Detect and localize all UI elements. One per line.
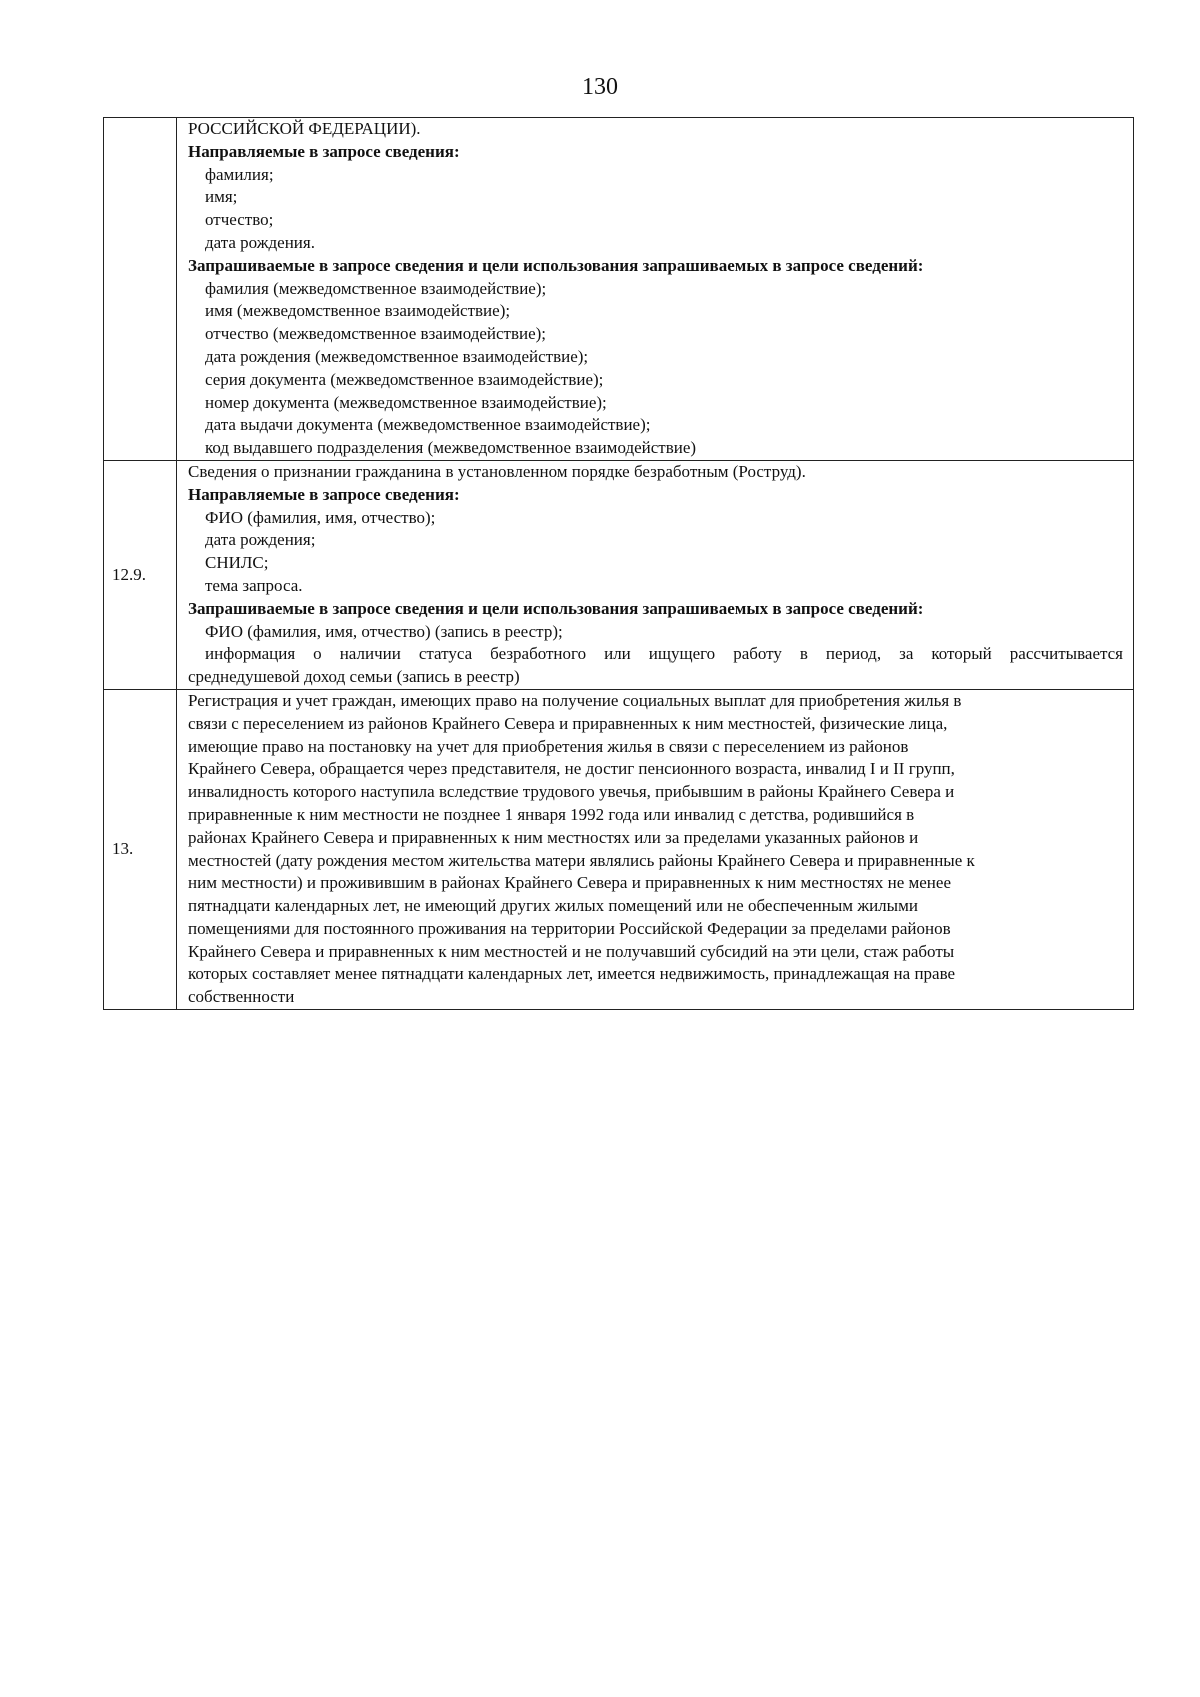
content-line: Крайнего Севера и приравненных к ним местностей и не получавший субсидий на эти цели, стаж работы xyxy=(188,941,955,961)
table-row xyxy=(104,689,1134,1009)
content-line: помещениями для постоянного проживания на территории Российской Федерации за пределами районов xyxy=(188,918,951,938)
content-line: приравненные к ним местности не позднее 1 января 1992 года или инвалид с детства, родившийся в xyxy=(188,804,915,824)
content-line: имя; xyxy=(205,187,238,207)
content-line: РОССИЙСКОЙ ФЕДЕРАЦИИ). xyxy=(188,119,421,138)
content-line: дата рождения; xyxy=(205,530,316,550)
section-heading: Направляемые в запросе сведения: xyxy=(188,141,460,161)
content-line: среднедушевой доход семьи (запись в реестр) xyxy=(188,667,520,687)
section-heading: Запрашиваемые в запросе сведения и цели использования запрашиваемых в запросе сведений: xyxy=(188,255,924,275)
content-line: серия документа (межведомственное взаимодействие); xyxy=(205,369,604,389)
content-line: фамилия (межведомственное взаимодействие); xyxy=(205,278,547,298)
content-line: инвалидность которого наступила вследствие трудового увечья, прибывшим в районы Крайнего Севера и xyxy=(188,782,955,802)
content-line: номер документа (межведомственное взаимодействие); xyxy=(205,392,607,412)
section-heading: Направляемые в запросе сведения: xyxy=(188,484,460,504)
table-row xyxy=(104,460,1134,689)
content-line: отчество (межведомственное взаимодействие); xyxy=(205,324,547,344)
page-number: 130 xyxy=(582,74,618,100)
content-line: дата рождения. xyxy=(205,232,315,252)
row-content xyxy=(177,460,1134,689)
content-line: местностей (дату рождения местом жительства матери являлись районы Крайнего Севера и приравненные к xyxy=(188,850,975,870)
content-line: код выдавшего подразделения (межведомственное взаимодействие) xyxy=(205,438,697,458)
content-line: имя (межведомственное взаимодействие); xyxy=(205,301,511,321)
content-line: СНИЛС; xyxy=(205,553,269,573)
content-line: дата рождения (межведомственное взаимодействие); xyxy=(205,346,589,366)
row-number xyxy=(104,118,177,461)
content-line: ФИО (фамилия, имя, отчество); xyxy=(205,507,436,527)
content-line: фамилия; xyxy=(205,164,274,184)
content-line: отчество; xyxy=(205,210,274,230)
content-line: Крайнего Севера, обращается через представителя, не достиг пенсионного возраста, инвалид I и II групп, xyxy=(188,759,955,779)
content-line: собственности xyxy=(188,987,295,1007)
row-number: 12.9. xyxy=(104,460,177,689)
content-line: которых составляет менее пятнадцати календарных лет, имеется недвижимость, принадлежащая на праве xyxy=(188,964,956,984)
content-line: информация о наличии статуса безработного или ищущего работу в период, за который рассчитывается xyxy=(205,644,1123,664)
table-row xyxy=(104,118,1134,461)
content-line: тема запроса. xyxy=(205,575,303,595)
content-line: районах Крайнего Севера и приравненных к ним местностях или за пределами указанных районов и xyxy=(188,827,919,847)
content-line: дата выдачи документа (межведомственное взаимодействие); xyxy=(205,415,651,435)
row-content xyxy=(177,689,1134,1009)
content-line: ФИО (фамилия, имя, отчество) (запись в реестр); xyxy=(205,621,563,641)
section-heading: Запрашиваемые в запросе сведения и цели использования запрашиваемых в запросе сведений: xyxy=(188,598,924,618)
content-line: Регистрация и учет граждан, имеющих право на получение социальных выплат для приобретения жилья в xyxy=(188,690,962,710)
row-number: 13. xyxy=(104,689,177,1009)
content-line: ним местности) и проживившим в районах Крайнего Севера и приравненных к ним местностях не менее xyxy=(188,873,951,893)
row-content xyxy=(177,118,1134,461)
services-table xyxy=(103,117,1134,1010)
content-line: пятнадцати календарных лет, не имеющий других жилых помещений или не обеспеченным жилыми xyxy=(188,896,918,916)
content-line: связи с переселением из районов Крайнего Севера и приравненных к ним местностей, физические лица, xyxy=(188,713,948,733)
content-line: Сведения о признании гражданина в установленном порядке безработным (Роструд). xyxy=(188,461,806,481)
content-line: имеющие право на постановку на учет для приобретения жилья в связи с переселением из районов xyxy=(188,736,909,756)
